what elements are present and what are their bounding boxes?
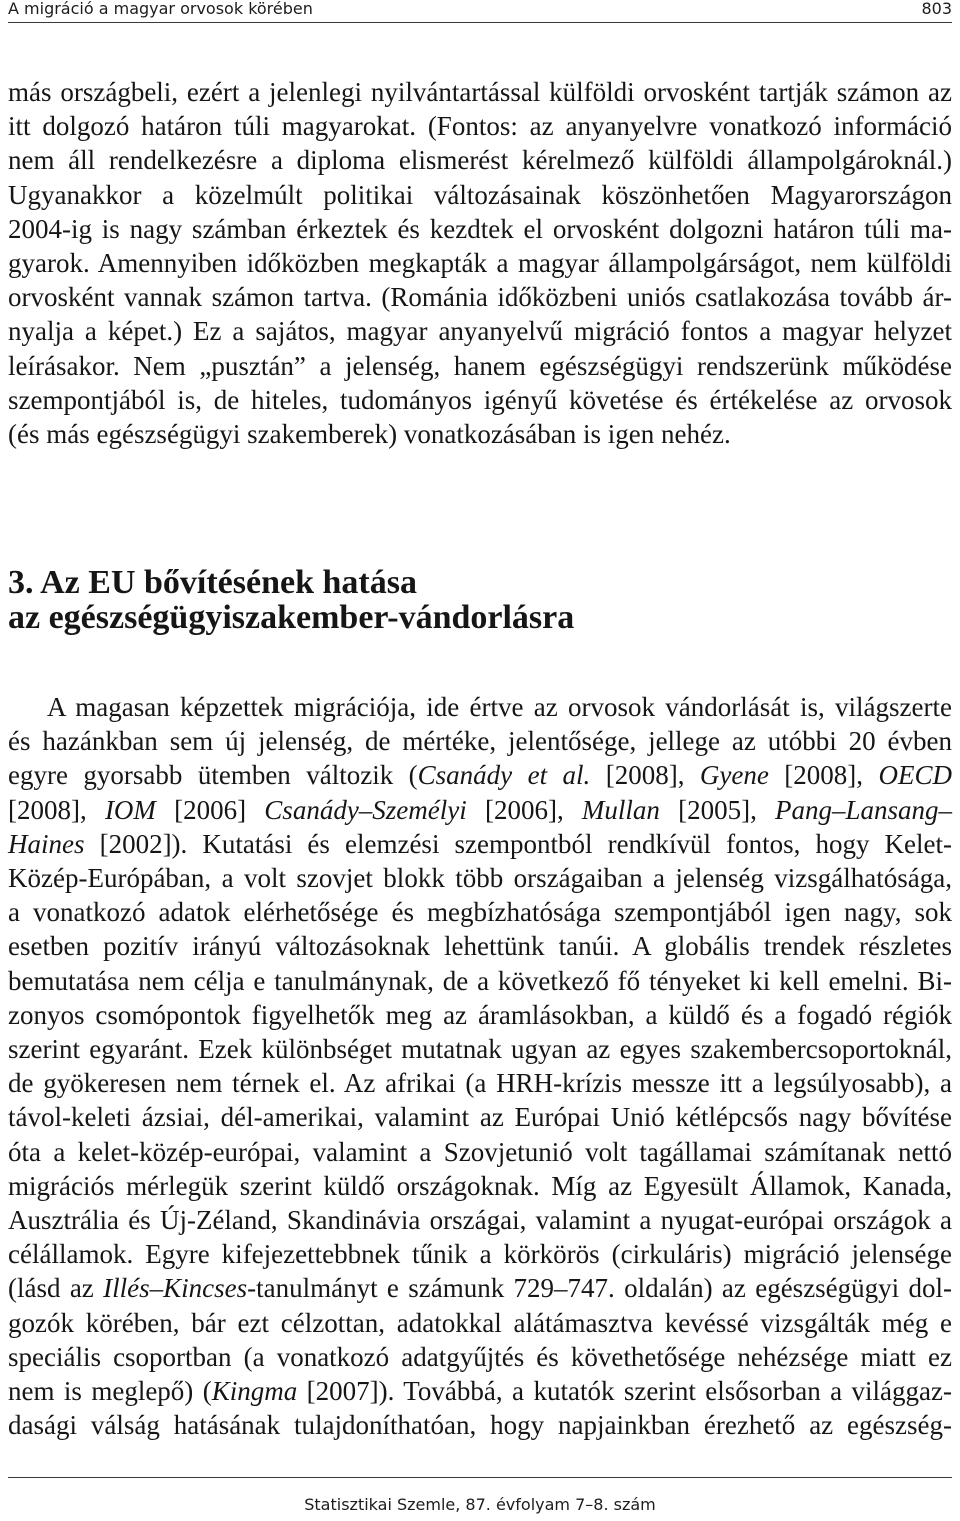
citation-author: Gyene (699, 760, 769, 791)
text-run: nem áll rendelkezésre a diploma elismerést kérelmező külföldi állampolgároknál.) (8, 145, 952, 176)
text-line (8, 1032, 952, 1066)
text-run: Ausztrália és Új-Zéland, Skandinávia országai, valamint a nyugat-európai országok a (8, 1205, 952, 1236)
text-line (8, 690, 952, 724)
text-run: célállamok. Egyre kifejezettebbnek tűnik a körkörös (cirkuláris) migráció jelensége (8, 1239, 952, 1270)
text-run: 2004-ig is nagy számban érkeztek és kezdtek el orvosként dolgozni határon túli ma- (8, 213, 952, 244)
text-run: szempontjából is, de hiteles, tudományos igényű követése és értékelése az orvosok (8, 384, 952, 415)
journal-issue: Statisztikai Szemle, 87. évfolyam 7–8. szám (304, 1495, 656, 1514)
text-run: A magasan képzettek migrációja, ide értve az orvosok vándorlását is, világszerte (47, 692, 952, 722)
text-line (8, 109, 952, 143)
footer-rule (8, 1477, 952, 1478)
running-footer (0, 1493, 960, 1517)
text-line (8, 212, 952, 246)
section-heading (8, 565, 952, 635)
text-run: (lásd az (8, 1273, 104, 1304)
citation-author: Haines (8, 828, 85, 859)
text-run: óta a kelet-közép-európai, valamint a Szovjetunió volt tagállamai számítanak nettó (8, 1136, 952, 1167)
text-run: gyarok. Amennyiben időközben megkapták a magyar állampolgárságot, nem külföldi (8, 248, 952, 279)
citation-author: IOM (104, 794, 156, 825)
text-run: (és más egészségügyi szakemberek) vonatkozásában is igen nehéz. (8, 419, 731, 450)
text-run: szerint egyaránt. Ezek különbséget mutatnak ugyan az egyes szakembercsoportoknál, (8, 1034, 952, 1065)
text-run: migrációs mérlegük szerint küldő országoknak. Míg az Egyesült Államok, Kanada, (8, 1170, 952, 1201)
text-line (8, 143, 952, 177)
text-line (8, 861, 952, 895)
text-run: [2006] (155, 794, 265, 825)
text-line (8, 349, 952, 383)
text-run: [2008], (8, 794, 105, 825)
citation-author: Mullan (581, 794, 660, 825)
citation-author: Csanády–Személyi (264, 794, 467, 825)
text-run: Ugyanakkor a közelmúlt politikai változásainak köszönhetően Magyarországon (8, 179, 952, 210)
text-run: orvosként vannak számon tartva. (Románia időközbeni uniós csatlakozása tovább ár- (8, 282, 952, 313)
text-run: itt dolgozó határon túli magyarokat. (Fontos: az anyanyelvre vonatkozó információ (8, 111, 952, 142)
running-title: A migráció a magyar orvosok körében (8, 0, 313, 18)
citation-author: Illés–Kincses (103, 1273, 248, 1304)
text-run: esetben pozitív irányú változásoknak lehettünk tanúi. A globális trendek részletes (8, 931, 952, 962)
text-line (8, 929, 952, 963)
section-heading-line: 3. Az EU bővítésének hatása (8, 564, 417, 601)
text-run: a vonatkozó adatok elérhetősége és megbízhatósága szempontjából igen nagy, sok (8, 897, 952, 928)
citation-author: Kingma (211, 1376, 298, 1407)
text-run: gozók körében, bár ezt célzottan, adatokkal alátámasztva kevéssé vizsgálták még e (8, 1307, 952, 1338)
text-line (8, 827, 952, 861)
text-run: [2006], (466, 794, 582, 825)
section-heading-line: az egészségügyiszakember-vándorlásra (8, 599, 575, 636)
text-line (8, 383, 952, 417)
text-run: leírásakor. Nem „pusztán” a jelenség, hanem egészségügyi rendszerünk működése (8, 350, 952, 381)
text-line (8, 1135, 952, 1169)
text-line (8, 246, 952, 280)
text-run: távol-keleti ázsiai, dél-amerikai, valamint az Európai Unió kétlépcsős nagy bővítése (8, 1102, 952, 1133)
text-run: -tanulmányt e számunk 729–747. oldalán) az egészségügyi dol- (247, 1273, 952, 1304)
text-line (8, 895, 952, 929)
text-line (8, 75, 952, 109)
text-run: [2002]). Kutatási és elemzési szempontból rendkívül fontos, hogy Kelet- (84, 828, 952, 859)
text-line (8, 314, 952, 348)
body-paragraph-section (8, 690, 952, 1442)
header-rule (8, 22, 952, 23)
text-line (8, 964, 952, 998)
text-line (8, 280, 952, 314)
text-line (8, 1408, 952, 1442)
text-run: de gyökeresen nem térnek el. Az afrikai (a HRH-krízis messze itt a legsúlyosabb), a (8, 1068, 952, 1099)
text-line (8, 1340, 952, 1374)
text-line (8, 1066, 952, 1100)
page-number: 803 (921, 0, 952, 18)
text-run: és hazánkban sem új jelenség, de mértéke, jelentősége, jellege az utóbbi 20 évben (8, 726, 952, 757)
body-paragraph-continued (8, 75, 952, 451)
text-line (8, 1169, 952, 1203)
text-run: más országbeli, ezért a jelenlegi nyilvántartással külföldi orvosként tartják számon az (8, 77, 952, 107)
text-run: nem is meglepő) ( (8, 1376, 212, 1407)
text-line (8, 178, 952, 212)
text-line (8, 1374, 952, 1408)
text-run: bemutatása nem célja e tanulmánynak, de a következő fő tényeket ki kell emelni. Bi- (8, 965, 952, 996)
citation-author: Pang–Lansang– (775, 794, 953, 825)
text-line (8, 793, 952, 827)
text-line (8, 1271, 952, 1305)
text-run: [2007]). Továbbá, a kutatók szerint elsősorban a világgaz- (297, 1376, 953, 1407)
text-line (8, 417, 952, 451)
text-line (8, 758, 952, 792)
text-run: nyalja a képet.) Ez a sajátos, magyar anyanyelvű migráció fontos a magyar helyzet (8, 316, 952, 347)
text-run: speciális csoportban (a vonatkozó adatgyűjtés és követhetősége nehézsége miatt ez (8, 1341, 952, 1372)
running-header (8, 0, 952, 20)
text-run: [2008], (768, 760, 879, 791)
text-run: egyre gyorsabb ütemben változik ( (8, 760, 418, 791)
text-line (8, 1237, 952, 1271)
citation-author: OECD (878, 760, 952, 791)
text-line (8, 724, 952, 758)
text-run: [2008], (590, 760, 700, 791)
text-line (8, 1306, 952, 1340)
citation-author: Csanády et al. (417, 760, 591, 791)
text-line (8, 1100, 952, 1134)
text-run: [2005], (659, 794, 776, 825)
text-run: dasági válság hatásának tulajdoníthatóan, hogy napjainkban érezhető az egészség- (8, 1410, 952, 1441)
text-line (8, 998, 952, 1032)
text-run: Közép-Európában, a volt szovjet blokk több országaiban a jelenség vizsgálhatósága, (8, 863, 952, 894)
text-run: zonyos csomópontok figyelhetők meg az áramlásokban, a küldő és a fogadó régiók (8, 999, 952, 1030)
text-line (8, 1203, 952, 1237)
